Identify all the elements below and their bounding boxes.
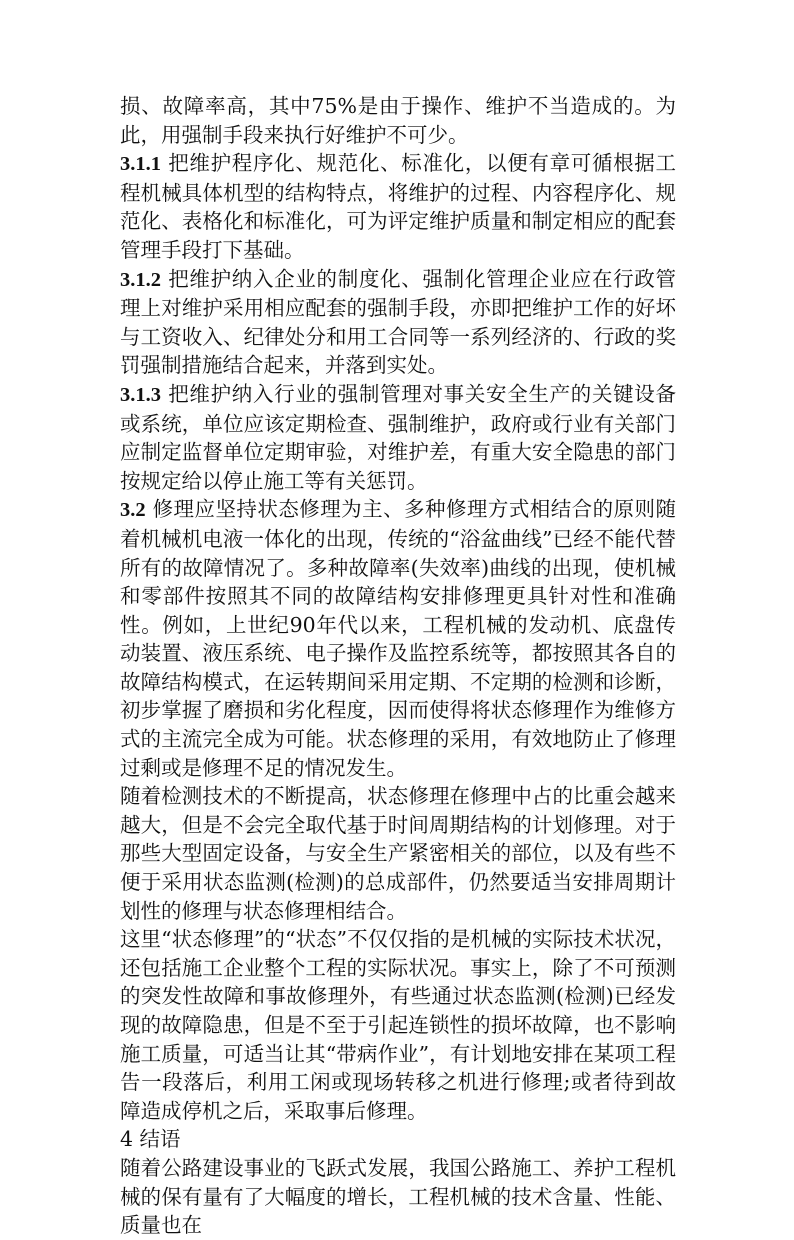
paragraph-intro-continuation xyxy=(120,92,676,149)
section-number: 3.1.1 xyxy=(120,153,161,176)
paragraph-3-1-3 xyxy=(120,380,676,495)
paragraph-text: 把维护纳入企业的制度化、强制化管理企业应在行政管理上对维护采用相应配套的强制手段，亦即把维护工作的好坏与工资收入、纪律处分和用工合同等一系列经济的、行政的奖罚强制措施结合起来，并落到实处。 xyxy=(120,266,676,378)
paragraph-detection-technology xyxy=(120,782,676,925)
paragraph-text: 修理应坚持状态修理为主、多种修理方式相结合的原则随着机械机电液一体化的出现，传统的“浴盆曲线”已经不能代替所有的故障情况了。多种故障率(失效率)曲线的出现，使机械和零部件按照其不同的故障结构安排修理更具针对性和准确性。例如，上世纪90年代以来，工程机械的发动机、底盘传动装置、液压系统、电子操作及监控系统等，都按照其各自的故障结构模式，在运转期间采用定期、不定期的检测和诊断，初步掌握了磨损和劣化程度，因而使得将状态修理作为维修方式的主流完全成为可能。状态修理的采用，有效地防止了修理过剩或是修理不足的情况发生。 xyxy=(120,497,676,780)
paragraph-3-1-2 xyxy=(120,265,676,380)
paragraph-conclusion xyxy=(120,1154,676,1240)
document-body xyxy=(120,92,676,1240)
paragraph-3-2 xyxy=(120,495,676,782)
paragraph-condition-meaning xyxy=(120,925,676,1125)
section-number: 3.1.3 xyxy=(120,383,161,406)
paragraph-text: 随着检测技术的不断提高，状态修理在修理中占的比重会越来越大，但是不会完全取代基于时间周期结构的计划修理。对于那些大型固定设备，与安全生产紧密相关的部位，以及有些不便于采用状态监测(检测)的总成部件，仍然要适当安排周期计划性的修理与状态修理相结合。 xyxy=(120,784,676,923)
paragraph-text: 随着公路建设事业的飞跃式发展，我国公路施工、养护工程机械的保有量有了大幅度的增长，工程机械的技术含量、性能、质量也在 xyxy=(120,1155,676,1238)
section-number: 3.1.2 xyxy=(120,268,161,291)
heading-text: 4 结语 xyxy=(120,1127,181,1152)
paragraph-text: 把维护纳入行业的强制管理对事关安全生产的关键设备或系统，单位应该定期检查、强制维护，政府或行业有关部门应制定监督单位定期审验，对维护差，有重大安全隐患的部门按规定给以停止施工等有关惩罚。 xyxy=(120,381,676,493)
paragraph-text: 把维护程序化、规范化、标准化，以便有章可循根据工程机械具体机型的结构特点，将维护的过程、内容程序化、规范化、表格化和标准化，可为评定维护质量和制定相应的配套管理手段打下基础。 xyxy=(120,151,676,262)
paragraph-text: 这里“状态修理”的“状态”不仅仅指的是机械的实际技术状况，还包括施工企业整个工程的实际状况。事实上，除了不可预测的突发性故障和事故修理外，有些通过状态监测(检测)已经发现的故障隐患，但是不至于引起连锁性的损坏故障，也不影响施工质量，可适当让其“带病作业”，有计划地安排在某项工程告一段落后，利用工闲或现场转移之机进行修理;或者待到故障造成停机之后，采取事后修理。 xyxy=(120,927,676,1123)
section-number: 3.2 xyxy=(120,499,146,522)
paragraph-3-1-1 xyxy=(120,149,676,264)
paragraph-text: 损、故障率高，其中75%是由于操作、维护不当造成的。为此，用强制手段来执行好维护不可少。 xyxy=(120,94,676,147)
section-heading-conclusion xyxy=(120,1125,676,1154)
